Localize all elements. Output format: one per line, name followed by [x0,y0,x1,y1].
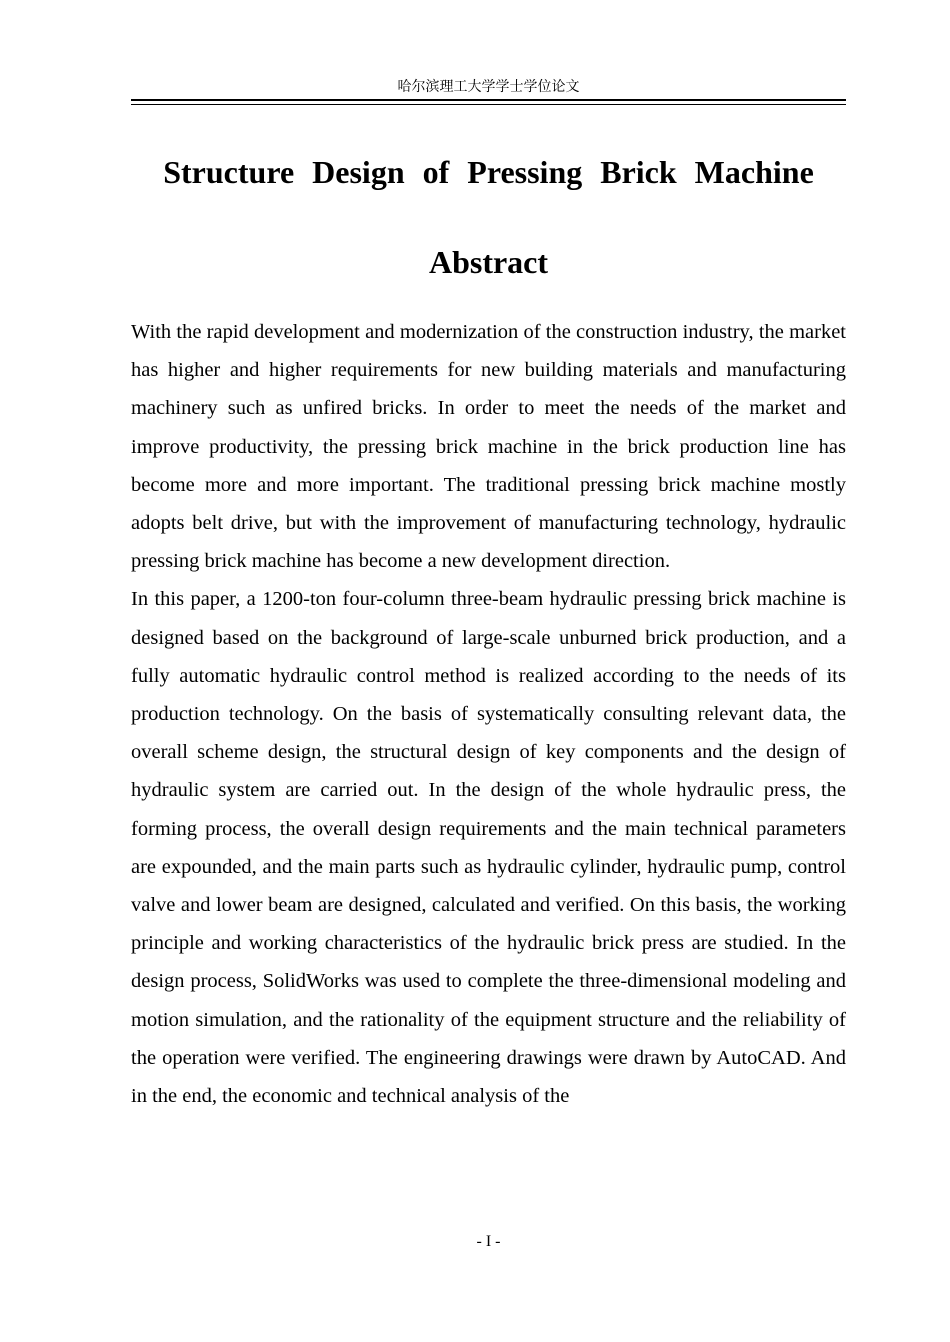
header-rule-thick [131,99,846,101]
running-header: 哈尔滨理工大学学士学位论文 [397,79,580,95]
section-heading-abstract: Abstract [428,244,549,280]
abstract-paragraph-1: With the rapid development and modernization of the construction industry, the market has higher and higher requirements for new building materials and manufacturing machinery such as unfired bricks. In order to meet the needs of the market and improve productivity, the pressing brick machine in the brick production line has become more and more important. The traditional pressing brick machine mostly adopts belt drive, but with the improvement of manufacturing technology, hydraulic pressing brick machine has become a new development direction. [131,321,846,573]
abstract-paragraph-2: In this paper, a 1200-ton four-column three-beam hydraulic pressing brick machine is designed based on the background of large-scale unburned brick production, and a fully automatic hydraulic control method is realized according to the needs of its production technology. On the basis of systematically consulting relevant data, the overall scheme design, the structural design of key components and the design of hydraulic system are carried out. In the design of the whole hydraulic press, the forming process, the overall design requirements and the main technical parameters are expounded, and the main parts such as hydraulic cylinder, hydraulic pump, control valve and lower beam are designed, calculated and verified. On this basis, the working principle and working characteristics of the hydraulic brick press are studied. In the design process, SolidWorks was used to complete the three-dimensional modeling and motion simulation, and the rationality of the equipment structure and the reliability of the operation were verified. The engineering drawings were drawn by AutoCAD. And in the end, the economic and technical analysis of the [131,588,846,1108]
page-number: - I - [476,1233,501,1250]
document-title: Structure Design of Pressing Brick Machine [163,154,814,190]
abstract-body [131,313,846,1115]
header-rule-thin [131,104,846,105]
